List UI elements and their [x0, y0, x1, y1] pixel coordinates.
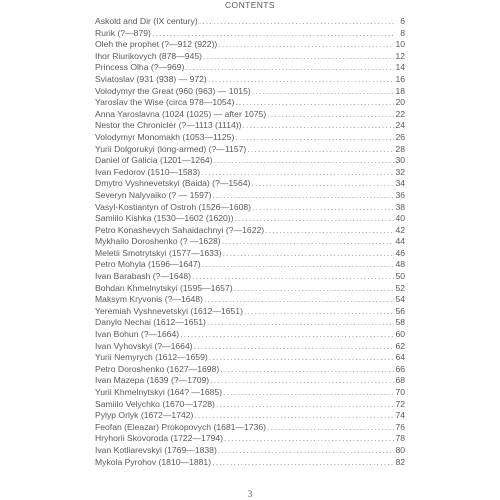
dot-leader [218, 445, 395, 457]
toc-entry[interactable] [95, 248, 405, 260]
dot-leader [235, 132, 394, 144]
toc-entry[interactable] [95, 51, 405, 63]
dot-leader [252, 202, 394, 214]
toc-entry-page: 82 [395, 456, 405, 467]
toc-entry-page: 46 [395, 247, 405, 258]
toc-entry[interactable] [95, 375, 405, 387]
toc-entry[interactable] [95, 74, 405, 86]
toc-entry-page: 68 [395, 375, 405, 386]
toc-entry[interactable] [95, 364, 405, 376]
toc-entry[interactable] [95, 202, 405, 214]
toc-entry-title: Pylyp Orlyk (1672—1742) [95, 410, 194, 421]
toc-entry[interactable] [95, 155, 405, 167]
dot-leader [202, 259, 395, 271]
toc-entry-page: 18 [395, 85, 405, 96]
toc-entry[interactable] [95, 341, 405, 353]
dot-leader [192, 271, 394, 283]
dot-leader [209, 352, 395, 364]
toc-entry-title: Meletii Smotrytskyi (1577—1633) [95, 247, 222, 258]
toc-entry-title: Sviatoslav (931 (938) — 972) [95, 73, 207, 84]
dot-leader [180, 329, 394, 341]
toc-entry-page: 74 [395, 410, 405, 421]
toc-entry-title: Ivan Bohun (?—1664) [95, 329, 180, 340]
toc-entry-page: 16 [395, 73, 405, 84]
dot-leader [199, 16, 395, 28]
toc-entry-title: Oleh the prophet (?—912 (922)) [95, 39, 218, 50]
toc-entry-title: Askold and Dir (IX century) [95, 16, 198, 26]
dot-leader [194, 341, 395, 353]
toc-entry-title: Ivan Barabash (?—1648) [95, 271, 192, 282]
dot-leader [224, 433, 394, 445]
toc-entry[interactable] [95, 86, 405, 98]
toc-entry-page: 78 [395, 433, 405, 444]
toc-entry[interactable] [95, 445, 405, 457]
toc-entry-page: 64 [395, 352, 405, 363]
dot-leader [251, 178, 394, 190]
dot-leader [152, 28, 395, 40]
toc-entry-title: Yurii Nemyrych (1612—1659) [95, 352, 208, 363]
toc-entry-page: 76 [395, 421, 405, 432]
table-of-contents [95, 16, 405, 468]
toc-entry-title: Yurii Khmelnytskyi (164? —1685) [95, 387, 223, 397]
toc-entry[interactable] [95, 352, 405, 364]
toc-entry-page: 42 [395, 224, 405, 235]
toc-entry-title: Ihor Riurikovych (878—945) [95, 50, 202, 61]
dot-leader [235, 213, 395, 225]
toc-entry[interactable] [95, 294, 405, 306]
toc-entry-page: 62 [395, 340, 405, 351]
toc-entry-title: Petro Doroshenko (1627—1698) [95, 363, 220, 374]
dot-leader [234, 283, 395, 295]
toc-entry[interactable] [95, 329, 405, 341]
toc-entry-title: Yeremiah Vyshnevetskyi (1612—1651) [95, 305, 243, 316]
toc-entry-title: Princess Olha (?—969) [95, 62, 185, 73]
toc-entry[interactable] [95, 213, 405, 225]
toc-entry[interactable] [95, 109, 405, 121]
dot-leader [265, 225, 394, 237]
toc-entry-page: 54 [395, 294, 405, 305]
toc-entry[interactable] [95, 422, 405, 434]
toc-entry[interactable] [95, 190, 405, 202]
toc-entry[interactable] [95, 225, 405, 237]
toc-entry-title: Yaroslav the Wise (circa 978—1054) [95, 97, 235, 108]
toc-entry-title: Yurii Dolgorukyi (long-armed) (?—1157) [95, 143, 247, 154]
toc-entry-title: Vasyl-Kostiantyn of Ostroh (1526—1608) [95, 201, 252, 212]
dot-leader [207, 317, 395, 329]
toc-entry-page: 70 [395, 387, 405, 397]
toc-entry[interactable] [95, 317, 405, 329]
toc-entry-title: Samiilo Kishka (1530—1602 (1620)) [95, 213, 234, 224]
toc-entry[interactable] [95, 28, 405, 40]
toc-entry-page: 72 [395, 398, 405, 409]
dot-leader [223, 248, 395, 260]
toc-entry-title: Ivan Kotliarevskyi (1769—1838) [95, 444, 217, 455]
dot-leader [222, 236, 395, 248]
toc-entry-page: 14 [395, 62, 405, 73]
toc-entry-page: 40 [395, 213, 405, 224]
toc-entry-page: 20 [395, 97, 405, 108]
dot-leader [194, 410, 394, 422]
toc-entry-page: 6 [400, 16, 405, 26]
toc-entry-title: Hryhorii Skovoroda (1722—1794) [95, 433, 224, 444]
toc-entry[interactable] [95, 178, 405, 190]
dot-leader [212, 457, 394, 469]
toc-entry[interactable] [95, 410, 405, 422]
toc-entry[interactable] [95, 306, 405, 318]
dot-leader [220, 364, 394, 376]
dot-leader [201, 167, 394, 179]
toc-entry-page: 52 [395, 282, 405, 293]
toc-entry-title: Ivan Mazepa (1639 (?—1709) [95, 375, 210, 386]
toc-entry-page: 48 [395, 259, 405, 270]
page-title: CONTENTS [225, 0, 275, 10]
dot-leader [252, 86, 395, 98]
toc-entry-title: Maksym Kryvonis (?—1648) [95, 294, 203, 305]
dot-leader [208, 74, 395, 86]
toc-entry[interactable] [95, 120, 405, 132]
toc-entry-title: Dmytro Vyshnevetskyi (Baida) (?—1564) [95, 178, 251, 189]
toc-entry-page: 30 [395, 155, 405, 166]
toc-entry-title: Anna Yaroslavna (1024 (1025) — after 1075) [95, 108, 267, 119]
toc-entry[interactable] [95, 236, 405, 248]
toc-entry-title: Ivan Fedorov (1510—1583) [95, 166, 201, 177]
toc-entry-title: Severyn Nalyvaiko (? — 1597) [95, 189, 212, 200]
toc-entry-title: Petro Konashevych Sahaidachnyi (?—1622) [95, 224, 265, 235]
dot-leader [213, 190, 395, 202]
toc-entry-page: 34 [395, 178, 405, 189]
dot-leader [204, 294, 395, 306]
toc-entry-page: 8 [400, 27, 405, 38]
toc-entry-page: 38 [395, 201, 405, 212]
toc-entry-page: 32 [395, 166, 405, 177]
toc-entry-title: Volodymyr the Great (960 (963) — 1015) [95, 85, 251, 96]
toc-entry-page: 66 [395, 363, 405, 374]
toc-entry-title: Feofan (Eleazar) Prokopovych (1681—1736) [95, 421, 267, 432]
toc-entry[interactable] [95, 387, 405, 399]
toc-entry-page: 60 [395, 329, 405, 340]
toc-entry-title: Samiilo Velychko (1670—1728) [95, 398, 215, 409]
dot-leader [223, 387, 394, 399]
dot-leader [267, 109, 394, 121]
dot-leader [247, 144, 394, 156]
toc-entry-title: Mykhailo Doroshenko (? —1628) [95, 236, 221, 247]
toc-entry[interactable] [95, 16, 405, 28]
toc-entry[interactable] [95, 132, 405, 144]
toc-entry-page: 50 [395, 271, 405, 282]
dot-leader [235, 97, 394, 109]
toc-entry[interactable] [95, 259, 405, 271]
dot-leader [214, 155, 395, 167]
dot-leader [210, 375, 394, 387]
dot-leader [216, 399, 395, 411]
page-number: 3 [247, 489, 253, 499]
toc-entry-title: Nestor the Chronicler (?—1113 (1114)) [95, 120, 242, 131]
toc-entry[interactable] [95, 433, 405, 445]
toc-entry[interactable] [95, 399, 405, 411]
toc-entry[interactable] [95, 457, 405, 469]
toc-entry[interactable] [95, 167, 405, 179]
toc-entry[interactable] [95, 283, 405, 295]
toc-entry[interactable] [95, 144, 405, 156]
toc-entry-title: Ivan Vyhovskyi (?—1664) [95, 340, 193, 351]
toc-entry-page: 24 [395, 120, 405, 131]
dot-leader [203, 51, 394, 63]
toc-entry-page: 44 [395, 236, 405, 247]
toc-entry-title: Mykola Pyrohov (1810—1881) [95, 456, 212, 467]
toc-entry-title: Rurik (?—879) [95, 27, 151, 38]
toc-entry[interactable] [95, 271, 405, 283]
dot-leader [185, 62, 394, 74]
toc-entry-page: 12 [395, 50, 405, 61]
toc-entry-title: Volodymyr Monomakh (1053—1125) [95, 131, 235, 142]
toc-entry-title: Petro Mohyla (1596—1647) [95, 259, 201, 270]
dot-leader [244, 306, 395, 318]
toc-entry-page: 36 [395, 189, 405, 200]
toc-entry-page: 56 [395, 305, 405, 316]
toc-entry[interactable] [95, 97, 405, 109]
toc-entry-page: 26 [395, 131, 405, 142]
toc-entry-page: 22 [395, 108, 405, 119]
toc-entry-page: 80 [395, 444, 405, 455]
dot-leader [267, 422, 394, 434]
toc-entry-page: 10 [395, 39, 405, 50]
toc-entry-title: Bohdan Khmelnytskyi (1595—1657) [95, 282, 233, 293]
toc-entry-title: Danylo Nechai (1612—1651) [95, 317, 206, 328]
toc-entry[interactable] [95, 62, 405, 74]
toc-entry-page: 28 [395, 143, 405, 154]
dot-leader [242, 120, 394, 132]
toc-entry[interactable] [95, 39, 405, 51]
toc-entry-page: 58 [395, 317, 405, 328]
toc-entry-title: Daniel of Galicia (1201—1264) [95, 155, 213, 166]
dot-leader [218, 39, 394, 51]
